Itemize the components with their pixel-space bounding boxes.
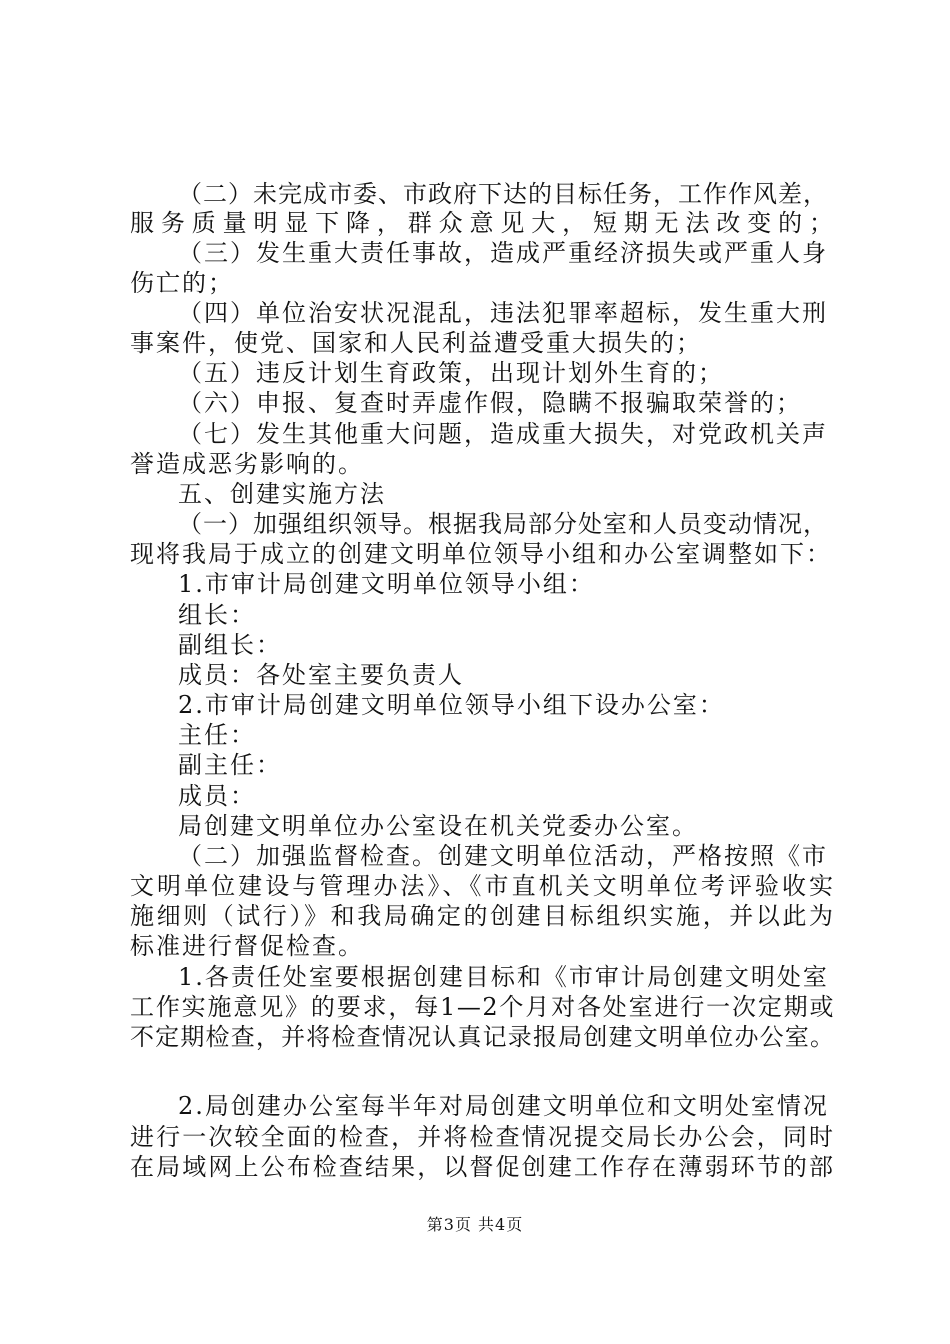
paragraph-line: 事案件，使党、国家和人民利益遭受重大损失的； [130,329,702,357]
paragraph-line: 2.局创建办公室每半年对局创建文明单位和文明处室情况 [178,1092,829,1120]
paragraph-line: 施细则（试行）》和我局确定的创建目标组织实施，并以此为 [130,902,835,930]
paragraph-line: 1.各责任处室要根据创建目标和《市审计局创建文明处室 [178,963,829,991]
paragraph-line: 工作实施意见》的要求，每1—2个月对各处室进行一次定期或 [130,993,835,1021]
section-heading: 五、创建实施方法 [178,480,386,508]
paragraph-line: （二）加强监督检查。创建文明单位活动，严格按照《市 [178,842,828,870]
paragraph-line: 1.市审计局创建文明单位领导小组： [178,570,595,598]
paragraph-line: （三）发生重大责任事故，造成严重经济损失或严重人身 [178,239,828,267]
paragraph-line: 誉造成恶劣影响的。 [130,450,364,478]
paragraph-line: 组长： [178,601,256,629]
paragraph-line: 局创建文明单位办公室设在机关党委办公室。 [178,812,698,840]
paragraph-line: 现将我局于成立的创建文明单位领导小组和办公室调整如下： [130,540,832,568]
paragraph-line: （六）申报、复查时弄虚作假，隐瞒不报骗取荣誉的； [178,389,802,417]
paragraph-line: 在局域网上公布检查结果，以督促创建工作存在薄弱环节的部 [130,1153,835,1181]
paragraph-line: （五）违反计划生育政策，出现计划外生育的； [178,359,724,387]
paragraph-line: 2.市审计局创建文明单位领导小组下设办公室： [178,691,725,719]
paragraph-line: 标准进行督促检查。 [130,932,364,960]
paragraph-line: 成员： [178,782,256,810]
paragraph-line: 进行一次较全面的检查，并将检查情况提交局长办公会，同时 [130,1123,835,1151]
paragraph-line: （七）发生其他重大问题，造成重大损失，对党政机关声 [178,420,828,448]
paragraph-line: 主任： [178,721,256,749]
paragraph-line: 成员：各处室主要负责人 [178,661,464,689]
paragraph-line: （二）未完成市委、市政府下达的目标任务，工作作风差， [178,180,828,208]
page-number-footer: 第3页 共4页 [426,1215,524,1234]
paragraph-line: 副组长： [178,631,282,659]
paragraph-line: （四）单位治安状况混乱，违法犯罪率超标，发生重大刑 [178,299,828,327]
paragraph-line: 文明单位建设与管理办法》、《市直机关文明单位考评验收实 [130,872,835,900]
paragraph-line: 不定期检查，并将检查情况认真记录报局创建文明单位办公室。 [130,1023,835,1051]
paragraph-line: 副主任： [178,751,282,779]
paragraph-line: 服务质量明显下降，群众意见大，短期无法改变的； [130,209,835,237]
paragraph-line: （一）加强组织领导。根据我局部分处室和人员变动情况， [178,510,828,538]
paragraph-line: 伤亡的； [130,269,234,297]
